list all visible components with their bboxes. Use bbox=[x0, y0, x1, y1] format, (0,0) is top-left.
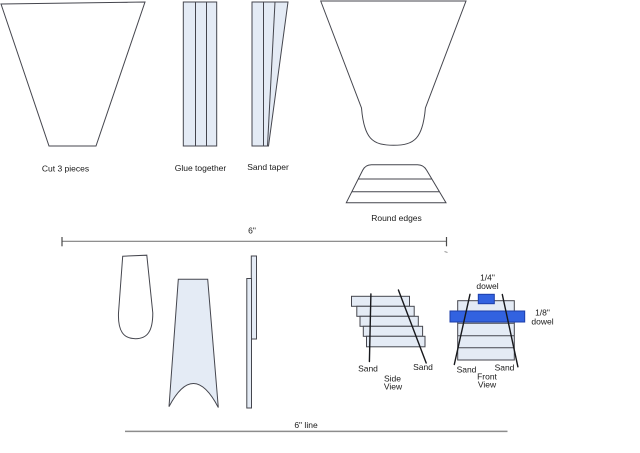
thin-strip-back bbox=[251, 256, 256, 339]
glued-strips-shape bbox=[183, 2, 216, 146]
front-view-title-line1: Front bbox=[477, 371, 497, 382]
rounded-bottom-blank-shape bbox=[321, 1, 466, 145]
front-sand-left-label: Sand bbox=[456, 364, 477, 375]
thin-strips-shape bbox=[247, 256, 257, 408]
eighth-dowel-bar bbox=[450, 311, 525, 322]
quarter-dowel-label-line2: dowel bbox=[476, 281, 499, 291]
tongue-piece-shape bbox=[118, 255, 152, 339]
thin-strip-front bbox=[247, 279, 252, 409]
cut-label: Cut 3 pieces bbox=[41, 163, 90, 174]
glue-label: Glue together bbox=[174, 163, 227, 173]
front-sand-right-label: Sand bbox=[494, 362, 515, 373]
sand-taper-shape bbox=[252, 2, 288, 146]
quarter-dowel-peg bbox=[478, 294, 494, 303]
side-view-title-line1: Side bbox=[383, 373, 402, 384]
side-view-title-line2: View bbox=[383, 381, 403, 392]
top-dimension bbox=[62, 237, 448, 253]
front-view-shape bbox=[450, 294, 525, 367]
coved-taper-body bbox=[169, 279, 218, 407]
front-view-title-line2: View bbox=[477, 379, 497, 390]
side-view-shape bbox=[352, 290, 427, 363]
quarter-dowel-label-line1: 1/4" bbox=[480, 272, 495, 283]
top-dimension-label: 6" bbox=[248, 225, 256, 236]
coved-taper-shape bbox=[169, 279, 218, 407]
bottom-dimension-label: 6" line bbox=[294, 420, 318, 430]
round-edges-shape bbox=[346, 165, 446, 203]
round-edges-body bbox=[346, 165, 446, 203]
tongue-body bbox=[118, 255, 152, 339]
side-sand-right-label: Sand bbox=[413, 362, 433, 372]
taper-body bbox=[252, 2, 288, 146]
eighth-dowel-label-line1: 1/8" bbox=[535, 307, 550, 318]
funnel-body bbox=[321, 1, 466, 145]
glued-strips-body bbox=[183, 2, 216, 146]
round-edges-label: Round edges bbox=[371, 213, 422, 223]
eighth-dowel-label-line2: dowel bbox=[531, 316, 554, 327]
stray-mark bbox=[445, 252, 448, 253]
trapezoid-blank bbox=[1, 2, 145, 146]
side-sand-left-label: Sand bbox=[358, 363, 378, 374]
cut-piece-shape bbox=[1, 2, 145, 146]
sand-taper-label: Sand taper bbox=[247, 162, 289, 172]
